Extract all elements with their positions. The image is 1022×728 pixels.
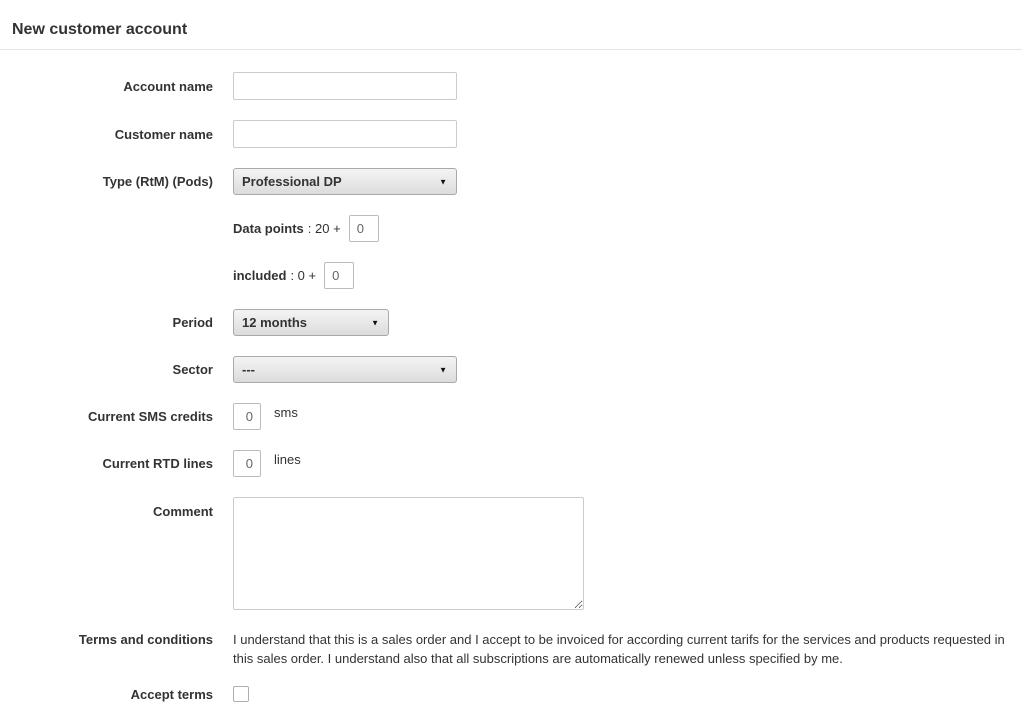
row-terms bbox=[0, 630, 1022, 668]
row-period bbox=[0, 309, 1022, 336]
type-select[interactable] bbox=[233, 168, 457, 195]
chevron-down-icon: ▼ bbox=[371, 318, 379, 327]
terms-label: Terms and conditions bbox=[78, 632, 213, 647]
customer-name-label: Customer name bbox=[114, 126, 213, 142]
data-points-expression bbox=[233, 221, 349, 236]
row-accept-terms bbox=[0, 686, 1022, 702]
rtd-lines-label: Current RTD lines bbox=[102, 456, 213, 471]
comment-label: Comment bbox=[153, 504, 213, 519]
row-rtd-lines bbox=[0, 450, 1022, 477]
row-data-points bbox=[0, 215, 1022, 242]
chevron-down-icon: ▼ bbox=[439, 365, 447, 374]
sms-credits-label: Current SMS credits bbox=[88, 409, 213, 424]
account-name-label: Account name bbox=[123, 78, 213, 94]
account-name-input[interactable] bbox=[233, 72, 457, 100]
chevron-down-icon: ▼ bbox=[439, 177, 447, 186]
accept-terms-checkbox[interactable] bbox=[233, 686, 249, 702]
row-customer-name bbox=[0, 120, 1022, 148]
row-type bbox=[0, 168, 1022, 195]
row-comment bbox=[0, 497, 1022, 610]
customer-name-input[interactable] bbox=[233, 120, 457, 148]
sector-label: Sector bbox=[172, 362, 213, 377]
page-title: New customer account bbox=[12, 21, 188, 38]
period-select[interactable] bbox=[233, 309, 389, 336]
row-sms-credits bbox=[0, 403, 1022, 430]
row-account-name bbox=[0, 72, 1022, 100]
page-header bbox=[0, 0, 1022, 50]
data-points-expr: : 20 + bbox=[307, 221, 341, 236]
rtd-lines-input[interactable] bbox=[233, 450, 261, 477]
period-label: Period bbox=[172, 315, 213, 330]
accept-terms-label: Accept terms bbox=[130, 686, 213, 702]
row-sector bbox=[0, 356, 1022, 383]
data-points-label: Data points bbox=[233, 221, 304, 236]
sector-select[interactable] bbox=[233, 356, 457, 383]
new-customer-account-form bbox=[0, 50, 1022, 702]
sms-unit-label: sms bbox=[274, 405, 298, 420]
type-label: Type (RtM) (Pods) bbox=[102, 174, 213, 189]
included-label: included bbox=[233, 268, 287, 283]
terms-text: I understand that this is a sales order and I accept to be invoiced for according current tarifs for the services and products requested in this sales order. I understand also that all subscriptions are automatically renewed unless specified by me. bbox=[233, 632, 1005, 666]
row-included bbox=[0, 262, 1022, 289]
included-expression bbox=[233, 268, 324, 283]
lines-unit-label: lines bbox=[274, 452, 301, 467]
included-input[interactable] bbox=[324, 262, 354, 289]
data-points-input[interactable] bbox=[349, 215, 379, 242]
comment-textarea[interactable] bbox=[233, 497, 584, 610]
included-expr: : 0 + bbox=[290, 268, 317, 283]
sms-credits-input[interactable] bbox=[233, 403, 261, 430]
